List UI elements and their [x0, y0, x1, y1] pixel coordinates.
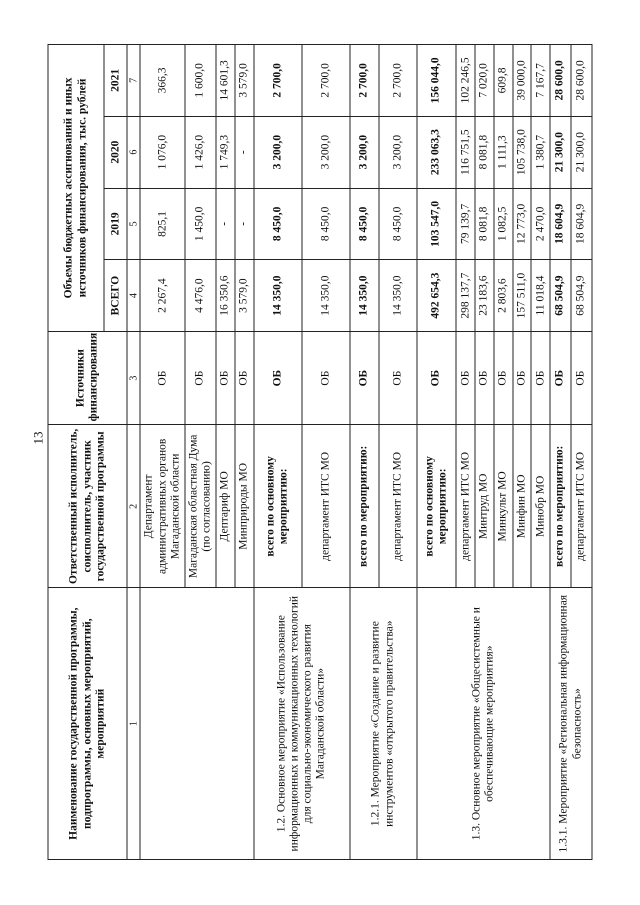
- total-cell: 2 267,4: [140, 260, 185, 332]
- y2019-cell: 8 450,0: [350, 188, 379, 260]
- y2021-cell: 1 600,0: [185, 45, 216, 117]
- y2019-cell: 18 604,9: [571, 188, 592, 260]
- participant-cell: Дептариф МО: [216, 425, 235, 588]
- y2020-cell: 105 738,0: [513, 116, 532, 188]
- source-cell: ОБ: [185, 331, 216, 424]
- y2021-cell: 14 601,3: [216, 45, 235, 117]
- y2020-cell: 21 300,0: [550, 116, 571, 188]
- y2020-cell: 116 751,5: [456, 116, 475, 188]
- source-cell: ОБ: [254, 331, 302, 424]
- y2019-cell: 18 604,9: [550, 188, 571, 260]
- y2021-cell: 102 246,5: [456, 45, 475, 117]
- participant-cell: Минобр МО: [531, 425, 550, 588]
- total-cell: 16 350,6: [216, 260, 235, 332]
- y2019-cell: 12 773,0: [513, 188, 532, 260]
- total-cell: 14 350,0: [379, 260, 417, 332]
- participant-cell: департамент ИТС МО: [456, 425, 475, 588]
- col-number: 2: [127, 425, 140, 588]
- group-1-2-title: 1.2. Основное мероприятие «Использование информационных и коммуникационных технологий для социально-экономического развития Магаданской области»: [254, 588, 350, 860]
- total-cell: 14 350,0: [350, 260, 379, 332]
- y2019-cell: 8 450,0: [254, 188, 302, 260]
- participant-cell: Минприроды МО: [235, 425, 254, 588]
- y2021-cell: 7 167,7: [531, 45, 550, 117]
- y2019-cell: -: [235, 188, 254, 260]
- y2021-cell: 28 600,0: [571, 45, 592, 117]
- source-cell: ОБ: [456, 331, 475, 424]
- source-cell: ОБ: [216, 331, 235, 424]
- source-cell: ОБ: [550, 331, 571, 424]
- y2020-cell: 3 200,0: [379, 116, 417, 188]
- y2020-cell: 1 426,0: [185, 116, 216, 188]
- y2021-cell: 2 700,0: [350, 45, 379, 117]
- header-program-name: Наименование государственной программы, подпрограммы, основных мероприятий, мероприятий: [48, 588, 127, 860]
- participant-cell: всего по мероприятию:: [550, 425, 571, 588]
- source-cell: ОБ: [350, 331, 379, 424]
- group-1-3-1-title: 1.3.1. Мероприятие «Региональная информационная безопасность»: [550, 588, 592, 860]
- rotated-table-wrapper: [48, 44, 593, 860]
- source-cell: ОБ: [302, 331, 350, 424]
- col-number: 7: [127, 45, 140, 117]
- participant-cell: всего по основному мероприятию:: [254, 425, 302, 588]
- y2020-cell: 1 111,3: [494, 116, 513, 188]
- participant-cell: всего по основному мероприятию:: [417, 425, 457, 588]
- y2020-cell: 21 300,0: [571, 116, 592, 188]
- total-cell: 68 504,9: [571, 260, 592, 332]
- y2019-cell: 8 450,0: [379, 188, 417, 260]
- total-cell: 68 504,9: [550, 260, 571, 332]
- total-cell: 298 137,7: [456, 260, 475, 332]
- participant-cell: департамент ИТС МО: [302, 425, 350, 588]
- header-participant: Ответственный исполнитель, соисполнитель, участник государственной программы: [48, 425, 127, 588]
- source-cell: ОБ: [494, 331, 513, 424]
- y2019-cell: 1 082,5: [494, 188, 513, 260]
- y2021-cell: 39 000,0: [513, 45, 532, 117]
- total-cell: 3 579,0: [235, 260, 254, 332]
- source-cell: ОБ: [140, 331, 185, 424]
- y2020-cell: 1 380,7: [531, 116, 550, 188]
- y2021-cell: 2 700,0: [302, 45, 350, 117]
- source-cell: ОБ: [379, 331, 417, 424]
- header-2019: 2019: [104, 188, 127, 260]
- total-cell: 23 183,6: [475, 260, 494, 332]
- y2020-cell: 1 076,0: [140, 116, 185, 188]
- y2021-cell: 609,8: [494, 45, 513, 117]
- source-cell: ОБ: [531, 331, 550, 424]
- group-1-3-title: 1.3. Основное мероприятие «Общесистемные и обеспечивающие мероприятия»: [417, 588, 551, 860]
- col-number: 4: [127, 260, 140, 332]
- total-cell: 14 350,0: [254, 260, 302, 332]
- header-2021: 2021: [104, 45, 127, 117]
- participant-cell: Минфин МО: [513, 425, 532, 588]
- y2019-cell: 103 547,0: [417, 188, 457, 260]
- source-cell: ОБ: [235, 331, 254, 424]
- y2019-cell: 79 139,7: [456, 188, 475, 260]
- y2019-cell: 1 450,0: [185, 188, 216, 260]
- y2019-cell: 8 450,0: [302, 188, 350, 260]
- y2021-cell: 366,3: [140, 45, 185, 117]
- y2021-cell: 2 700,0: [379, 45, 417, 117]
- col-number: 5: [127, 188, 140, 260]
- participant-cell: Магаданская областная Дума (по согласованию): [185, 425, 216, 588]
- total-cell: 11 018,4: [531, 260, 550, 332]
- total-cell: 14 350,0: [302, 260, 350, 332]
- y2020-cell: 3 200,0: [254, 116, 302, 188]
- total-cell: 2 803,6: [494, 260, 513, 332]
- group-empty-cell: [140, 588, 253, 860]
- header-source: Источники финансирования: [48, 331, 127, 424]
- total-cell: 157 511,0: [513, 260, 532, 332]
- page-number: 13: [30, 431, 46, 445]
- col-number: 6: [127, 116, 140, 188]
- participant-cell: департамент ИТС МО: [379, 425, 417, 588]
- y2021-cell: 3 579,0: [235, 45, 254, 117]
- y2021-cell: 28 600,0: [550, 45, 571, 117]
- source-cell: ОБ: [475, 331, 494, 424]
- y2020-cell: 3 200,0: [350, 116, 379, 188]
- participant-cell: Департамент административных органов Магаданской области: [140, 425, 185, 588]
- header-2020: 2020: [104, 116, 127, 188]
- y2019-cell: 2 470,0: [531, 188, 550, 260]
- y2019-cell: -: [216, 188, 235, 260]
- source-cell: ОБ: [417, 331, 457, 424]
- y2020-cell: 233 063,3: [417, 116, 457, 188]
- group-1-2-1-title: 1.2.1. Мероприятие «Создание и развитие инструментов «открытого правительства»: [350, 588, 417, 860]
- total-cell: 4 476,0: [185, 260, 216, 332]
- participant-cell: департамент ИТС МО: [571, 425, 592, 588]
- y2020-cell: 3 200,0: [302, 116, 350, 188]
- participant-cell: всего по мероприятию:: [350, 425, 379, 588]
- y2020-cell: 1 749,3: [216, 116, 235, 188]
- total-cell: 492 654,3: [417, 260, 457, 332]
- y2019-cell: 825,1: [140, 188, 185, 260]
- col-number: 3: [127, 331, 140, 424]
- participant-cell: Минкульт МО: [494, 425, 513, 588]
- y2020-cell: 8 081,8: [475, 116, 494, 188]
- header-total: ВСЕГО: [104, 260, 127, 332]
- source-cell: ОБ: [571, 331, 592, 424]
- participant-cell: Минтруд МО: [475, 425, 494, 588]
- y2019-cell: 8 081,8: [475, 188, 494, 260]
- y2021-cell: 156 044,0: [417, 45, 457, 117]
- header-funding: Объемы бюджетных ассигнований и иных источников финансирования, тыс. рублей: [48, 45, 104, 332]
- funding-table: [48, 44, 593, 860]
- y2021-cell: 2 700,0: [254, 45, 302, 117]
- source-cell: ОБ: [513, 331, 532, 424]
- col-number: 1: [127, 588, 140, 860]
- y2020-cell: -: [235, 116, 254, 188]
- y2021-cell: 7 020,0: [475, 45, 494, 117]
